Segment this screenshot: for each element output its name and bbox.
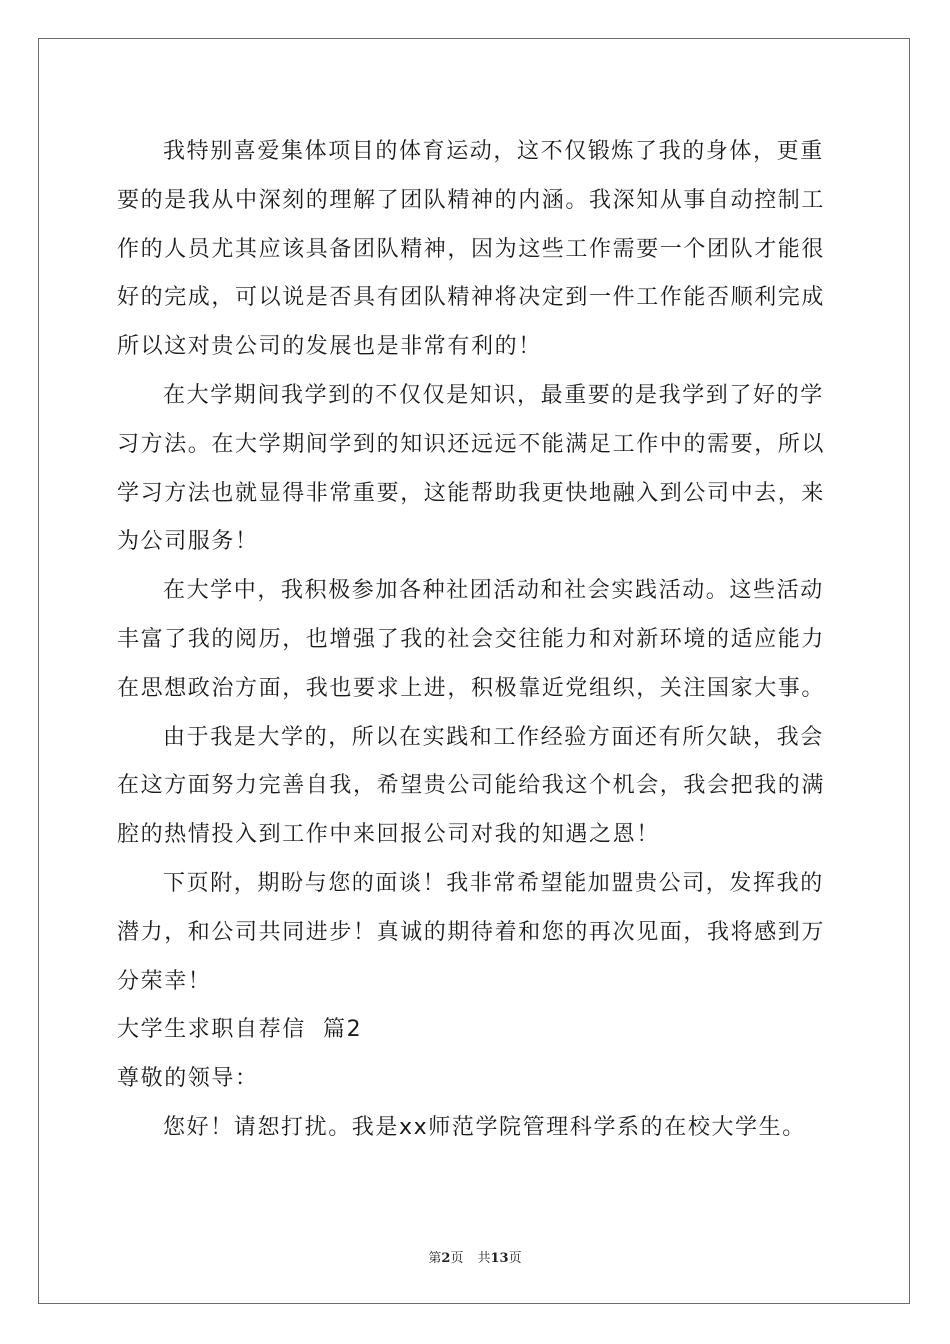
document-body <box>117 128 833 1153</box>
paragraph-line: 我特别喜爱集体项目的体育运动，这不仅锻炼了我的身体，更重 <box>163 139 824 164</box>
section-heading: 大学生求职自荐信 篇2 <box>117 1017 363 1043</box>
paragraph-line: 在大学期间我学到的不仅仅是知识，最重要的是我学到了好的学 <box>163 382 824 408</box>
page-prefix: 第 <box>428 1251 442 1266</box>
page-footer <box>0 1247 950 1266</box>
total-prefix: 共 <box>477 1251 491 1266</box>
paragraph-line: 丰富了我的阅历，也增强了我的社会交往能力和对新环境的适应能力 <box>117 626 826 652</box>
page-suffix: 页 <box>450 1251 464 1266</box>
paragraph-line: 潜力，和公司共同进步！真诚的期待着和您的再次见面，我将感到万 <box>117 919 826 945</box>
page-number: 2 <box>441 1251 451 1266</box>
paragraph-line: 习方法。在大学期间学到的知识还远远不能满足工作中的需要，所以 <box>117 431 826 457</box>
paragraph-line: 在这方面努力完善自我，希望贵公司能给我这个机会，我会把我的满 <box>117 773 826 799</box>
paragraph-line: 在大学中，我积极参加各种社团活动和社会实践活动。这些活动 <box>163 578 824 604</box>
total-suffix: 页 <box>508 1251 522 1266</box>
paragraph-line: 分荣幸！ <box>117 968 212 994</box>
paragraph-line: 在思想政治方面，我也要求上进，积极靠近党组织，关注国家大事。 <box>117 675 826 701</box>
paragraph-line: 下页附，期盼与您的面谈！我非常希望能加盟贵公司，发挥我的 <box>163 870 824 896</box>
paragraph-line: 为公司服务！ <box>117 529 259 555</box>
total-pages: 13 <box>490 1251 509 1266</box>
paragraph-line: 由于我是大学的，所以在实践和工作经验方面还有所欠缺，我会 <box>163 724 824 750</box>
paragraph-line: 所以这对贵公司的发展也是非常有利的！ <box>117 334 542 360</box>
paragraph-line: 学习方法也就显得非常重要，这能帮助我更快地融入到公司中去，来 <box>117 480 826 506</box>
paragraph-line: 作的人员尤其应该具备团队精神，因为这些工作需要一个团队才能很 <box>117 236 826 262</box>
salutation: 尊敬的领导： <box>117 1066 259 1092</box>
paragraph-line: 您好！请恕打扰。我是xx师范学院管理科学系的在校大学生。 <box>163 1114 806 1140</box>
paragraph-line: 要的是我从中深刻的理解了团队精神的内涵。我深知从事自动控制工 <box>117 187 826 213</box>
paragraph-line: 好的完成，可以说是否具有团队精神将决定到一件工作能否顺利完成 <box>117 285 826 311</box>
paragraph-line: 腔的热情投入到工作中来回报公司对我的知遇之恩！ <box>117 822 660 848</box>
